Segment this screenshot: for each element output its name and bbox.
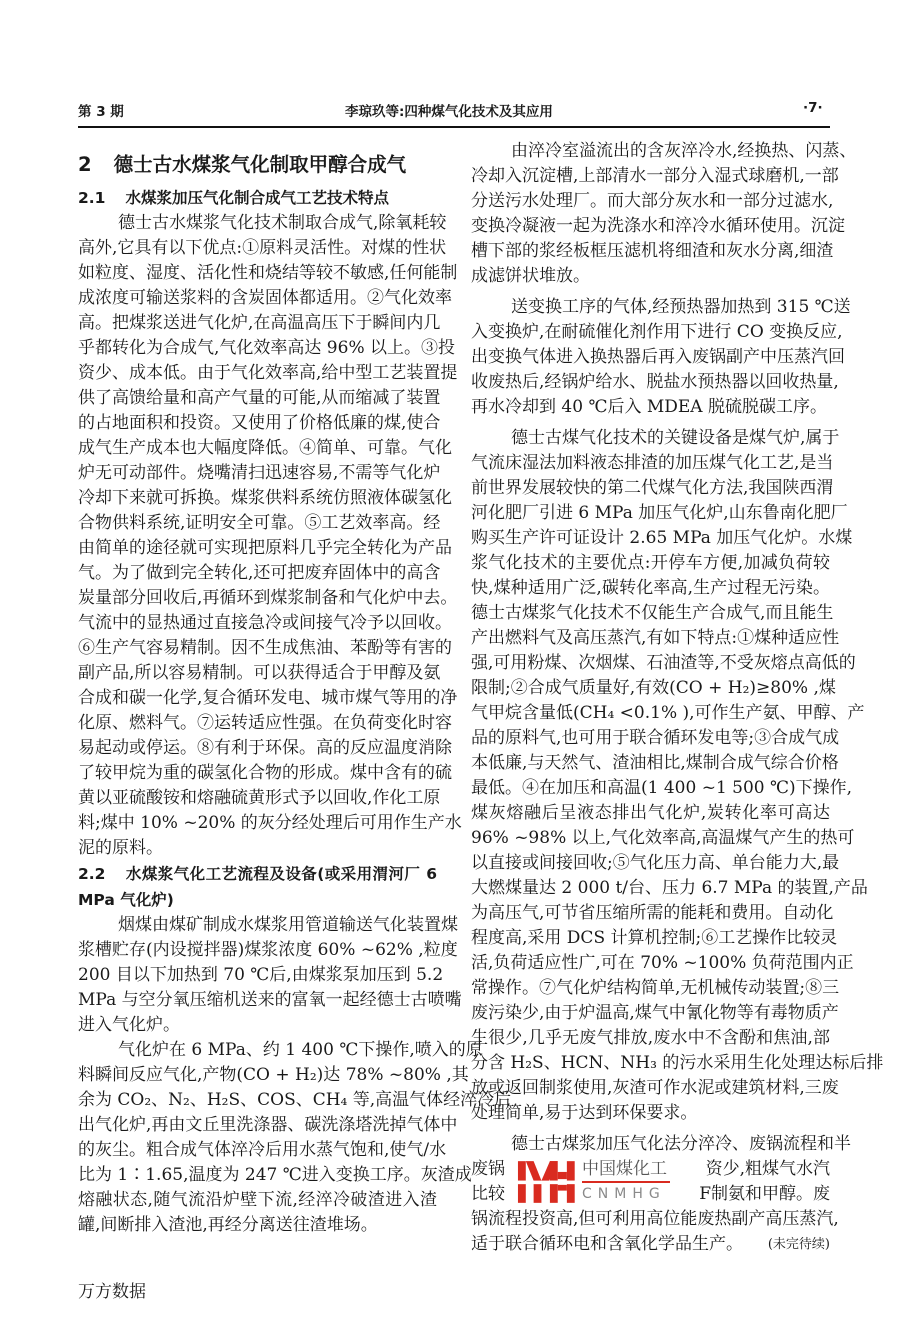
text-line xyxy=(471,651,856,676)
text-content: 由简单的途径就可实现把原料几乎完全转化为产品 xyxy=(78,538,452,558)
text-content: 化原、燃料气。⑦运转适应性强。在负荷变化时容 xyxy=(78,713,452,733)
paragraph xyxy=(471,295,851,420)
text-line xyxy=(471,164,839,189)
text-content: 气流中的显热通过直接急冷或间接气冷予以回收。 xyxy=(78,613,452,633)
text-line xyxy=(471,676,836,701)
text-line xyxy=(471,926,838,951)
section-number: 2 xyxy=(78,153,92,176)
text-content: 锅流程投资高,但可利用高位能废热副产高压蒸汽, xyxy=(471,1209,839,1229)
right-column xyxy=(471,139,884,1257)
text-line xyxy=(471,701,865,726)
text-line xyxy=(471,826,855,851)
text-content: 适于联合循环电和含氧化学品生产。 xyxy=(471,1234,743,1254)
running-title: 李琼玖等:四种煤气化技术及其应用 xyxy=(345,104,553,120)
text-line xyxy=(471,1132,851,1157)
text-line xyxy=(471,576,830,601)
text-fragment: 资少,粗煤气水汽 xyxy=(705,1159,830,1179)
text-line xyxy=(471,876,868,901)
text-line xyxy=(78,386,441,411)
text-content: 德士古煤浆加压气化法分淬冷、废锅流程和半 xyxy=(511,1134,851,1154)
subsection-number: 2.1 xyxy=(78,189,106,207)
text-content: 本低廉,与天然气、渣油相比,煤制合成气综合价格 xyxy=(471,753,839,773)
watermark-logo xyxy=(516,1159,676,1205)
text-content: 收废热后,经锅炉给水、脱盐水预热器以回收热量, xyxy=(471,372,839,392)
text-content: 程度高,采用 DCS 计算机控制;⑥工艺操作比较灵 xyxy=(471,928,838,948)
text-line xyxy=(78,1188,437,1213)
text-line xyxy=(78,686,458,711)
text-content: 炭量部分回收后,再循环到煤浆制备和气化炉中去。 xyxy=(78,588,458,608)
text-content: 分送污水处理厂。而大部分灰水和一部分过滤水, xyxy=(471,191,834,211)
text-content: 96% ~98% 以上,气化效率高,高温煤气产生的热可 xyxy=(471,828,855,848)
text-content: 的占地面积和投资。又使用了价格低廉的煤,使合 xyxy=(78,413,441,433)
text-content: 德士古水煤浆气化技术制取合成气,除氧耗较 xyxy=(118,213,447,233)
text-line xyxy=(471,345,845,370)
text-content: 由淬冷室溢流出的含灰淬冷水,经换热、闪蒸、 xyxy=(511,141,857,161)
text-line xyxy=(471,601,834,626)
mh-logo-icon xyxy=(516,1159,576,1205)
text-line xyxy=(471,776,853,801)
text-content: 高外,它具有以下优点:①原料灵活性。对煤的性状 xyxy=(78,238,447,258)
text-content: 购买生产许可证设计 2.65 MPa 加压气化炉。水煤 xyxy=(471,528,853,548)
text-line xyxy=(78,1063,469,1088)
text-line xyxy=(78,938,458,963)
text-line xyxy=(471,1232,830,1257)
paragraph xyxy=(471,139,857,289)
subsection-heading xyxy=(78,185,437,211)
paragraph xyxy=(471,426,884,1126)
text-fragment: 比较 xyxy=(471,1184,505,1204)
text-content: 送变换工序的气体,经预热器加热到 315 ℃送 xyxy=(511,297,851,317)
paragraph xyxy=(78,913,462,1038)
watermark-underline xyxy=(582,1181,670,1183)
text-content: 料;煤中 10% ~20% 的灰分经处理后可用作生产水 xyxy=(78,813,462,833)
text-content: 料瞬间反应气化,产物(CO + H₂)达 78% ~80% ,其 xyxy=(78,1065,469,1085)
text-line xyxy=(78,286,452,311)
text-line xyxy=(78,311,441,336)
text-line xyxy=(471,551,830,576)
text-content: 气流床湿法加料液态排渣的加压煤气化工艺,是当 xyxy=(471,453,834,473)
subsection-title-line: 水煤浆气化工艺流程及设备(或采用渭河厂 6 xyxy=(125,865,437,883)
text-content: MPa 与空分氧压缩机送来的富氧一起经德士古喷嘴 xyxy=(78,990,462,1010)
text-line xyxy=(471,451,834,476)
text-content: 合物供料系统,证明安全可靠。⑤工艺效率高。经 xyxy=(78,513,441,533)
text-content: 出变换气体进入换热器后再入废锅副产中压蒸汽回 xyxy=(471,347,845,367)
text-content: 出气化炉,再由文丘里洗涤器、碳洗涤塔洗掉气体中 xyxy=(78,1115,458,1135)
section-heading xyxy=(78,145,437,185)
text-content: 气化炉在 6 MPa、约 1 400 ℃下操作,喷入的原 xyxy=(118,1040,483,1060)
text-line xyxy=(78,536,452,561)
text-line xyxy=(78,1113,458,1138)
text-content: 限制;②合成气质量好,有效(CO + H₂)≥80% ,煤 xyxy=(471,678,836,698)
subsection-heading xyxy=(78,861,437,887)
text-line xyxy=(471,901,834,926)
subsection-title-line: 水煤浆加压气化制合成气工艺技术特点 xyxy=(125,189,389,207)
footer-source: 万方数据 xyxy=(78,1282,146,1302)
text-content: 如粒度、湿度、活化性和烧结等较不敏感,任何能制 xyxy=(78,263,458,283)
text-content: 气。为了做到完全转化,还可把废弃固体中的高含 xyxy=(78,563,441,583)
text-content: 生很少,几乎无废气排放,废水中不含酚和焦油,部 xyxy=(471,1028,830,1048)
text-content: 烟煤由煤矿制成水煤浆用管道输送气化装置煤 xyxy=(118,915,458,935)
text-line xyxy=(471,1051,884,1076)
text-content: 以直接或间接回收;⑤气化压力高、单台能力大,最 xyxy=(471,853,840,873)
text-line xyxy=(471,626,840,651)
text-content: 资少、成本低。由于气化效率高,给中型工艺装置提 xyxy=(78,363,458,383)
text-line xyxy=(78,1138,447,1163)
text-content: 品的原料气,也可用于联合循环发电等;③合成气成 xyxy=(471,728,840,748)
text-content: 德士古煤浆气化技术不仅能生产合成气,而且能生 xyxy=(471,603,834,623)
text-line xyxy=(78,661,441,686)
text-content: 供了高馈给量和高产气量的可能,从而缩减了装置 xyxy=(78,388,441,408)
text-line xyxy=(78,1213,437,1238)
text-line xyxy=(471,1001,839,1026)
text-line xyxy=(78,436,452,461)
text-content: 放或返回制浆使用,灰渣可作水泥或建筑材料,三废 xyxy=(471,1078,839,1098)
text-line xyxy=(78,963,444,988)
text-content: 200 目以下加热到 70 ℃后,由煤浆泵加压到 5.2 xyxy=(78,965,444,985)
text-content: 最低。④在加压和高温(1 400 ~1 500 ℃)下操作, xyxy=(471,778,853,798)
text-content: 河化肥厂引进 6 MPa 加压气化炉,山东鲁南化肥厂 xyxy=(471,503,848,523)
text-content: 德士古煤气化技术的关键设备是煤气炉,属于 xyxy=(511,428,840,448)
text-line xyxy=(471,189,834,214)
text-line xyxy=(78,836,437,861)
text-content: 乎都转化为合成气,气化效率高达 96% 以上。③投 xyxy=(78,338,455,358)
text-fragment: 废锅 xyxy=(471,1159,505,1179)
text-line xyxy=(471,395,830,420)
text-line xyxy=(78,1088,512,1113)
text-line xyxy=(78,611,452,636)
text-content: 再水冷却到 40 ℃后入 MDEA 脱硫脱碳工序。 xyxy=(471,397,827,417)
text-content: 合成和碳一化学,复合循环发电、城市煤气等用的净 xyxy=(78,688,458,708)
text-content: 副产品,所以容易精制。可以获得适合于甲醇及氨 xyxy=(78,663,441,683)
text-line xyxy=(471,1101,830,1126)
text-line xyxy=(471,476,834,501)
text-line xyxy=(78,988,462,1013)
text-content: 为高压气,可节省压缩所需的能耗和费用。自动化 xyxy=(471,903,834,923)
text-line xyxy=(471,501,848,526)
text-line xyxy=(471,214,845,239)
text-line xyxy=(78,913,458,938)
text-content: 了较甲烷为重的碳氢化合物的形成。煤中含有的硫 xyxy=(78,763,452,783)
subsection-number: 2.2 xyxy=(78,865,106,883)
text-content: 废污染少,由于炉温高,煤气中氰化物等有毒物质产 xyxy=(471,1003,839,1023)
section-title: 德士古水煤浆气化制取甲醇合成气 xyxy=(113,153,407,176)
text-content: 炉无可动部件。烧嘴清扫迅速容易,不需等气化炉 xyxy=(78,463,441,483)
text-content: 泥的原料。 xyxy=(78,838,163,858)
text-content: 产出燃料气及高压蒸汽,有如下特点:①煤种适应性 xyxy=(471,628,840,648)
text-content: 成浓度可输送浆料的含炭固体都适用。②气化效率 xyxy=(78,288,452,308)
text-line xyxy=(78,486,452,511)
text-content: 成气生产成本也大幅度降低。④简单、可靠。气化 xyxy=(78,438,452,458)
text-line xyxy=(471,851,840,876)
text-content: 浆气化技术的主要优点:开停车方便,加减负荷较 xyxy=(471,553,830,573)
page-number: ·7· xyxy=(803,100,823,116)
paragraph xyxy=(78,211,462,861)
text-line xyxy=(78,361,458,386)
text-line xyxy=(471,295,851,320)
text-content: 大燃煤量达 2 000 t/台、压力 6.7 MPa 的装置,产品 xyxy=(471,878,868,898)
text-content: 活,负荷适应性广,可在 70% ~100% 负荷范围内正 xyxy=(471,953,854,973)
issue-number: 第 3 期 xyxy=(78,104,124,120)
text-content: 高。把煤浆送进气化炉,在高温高压下于瞬间内几 xyxy=(78,313,441,333)
text-content: 浆槽贮存(内设搅拌器)煤浆浓度 60% ~62% ,粒度 xyxy=(78,940,458,960)
text-content: 易起动或停运。⑧有利于环保。高的反应温度消除 xyxy=(78,738,452,758)
text-line xyxy=(471,426,840,451)
text-content: 入变换炉,在耐硫催化剂作用下进行 CO 变换反应, xyxy=(471,322,843,342)
text-content: 气甲烷含量低(CH₄ <0.1% ),可作生产氨、甲醇、产 xyxy=(471,703,865,723)
text-fragment: F制氨和甲醇。废 xyxy=(699,1184,830,1204)
text-line xyxy=(78,586,458,611)
text-line xyxy=(471,526,853,551)
text-content: 煤灰熔融后呈液态排出气化炉,炭转化率可高达 xyxy=(471,803,830,823)
text-line xyxy=(78,1038,483,1063)
text-line xyxy=(471,951,854,976)
text-content: 黄以亚硫酸铵和熔融硫黄形式予以回收,作化工原 xyxy=(78,788,441,808)
text-line xyxy=(471,139,857,164)
text-line xyxy=(78,636,452,661)
text-content: 熔融状态,随气流沿炉壁下流,经淬冷破渣进入渣 xyxy=(78,1190,437,1210)
text-content: 前世界发展较快的第二代煤气化方法,我国陕西渭 xyxy=(471,478,834,498)
text-line xyxy=(78,761,452,786)
text-content: ⑥生产气容易精制。因不生成焦油、苯酚等有害的 xyxy=(78,638,452,658)
text-line xyxy=(78,811,462,836)
watermark-cn: 中国煤化工 xyxy=(582,1159,667,1179)
text-content: 比为 1∶1.65,温度为 247 ℃进入变换工序。灰渣成 xyxy=(78,1165,472,1185)
text-line xyxy=(78,336,455,361)
text-content: 冷却下来就可拆换。煤浆供料系统仿照液体碳氢化 xyxy=(78,488,452,508)
text-line xyxy=(78,736,452,761)
text-line xyxy=(78,211,447,236)
text-line xyxy=(471,726,840,751)
text-content: 处理简单,易于达到环保要求。 xyxy=(471,1103,698,1123)
to-be-continued-note: (未完待续) xyxy=(767,1237,830,1252)
text-line xyxy=(78,461,441,486)
text-content: 槽下部的浆经板框压滤机将细渣和灰水分离,细渣 xyxy=(471,241,834,261)
text-line xyxy=(471,801,830,826)
text-content: 强,可用粉煤、次烟煤、石油渣等,不受灰熔点高低的 xyxy=(471,653,856,673)
text-content: 余为 CO₂、N₂、H₂S、COS、CH₄ 等,高温气体经淬冷后 xyxy=(78,1090,512,1110)
text-line xyxy=(78,561,441,586)
text-line xyxy=(471,264,830,289)
text-content: 冷却入沉淀槽,上部清水一部分入湿式球磨机,一部 xyxy=(471,166,839,186)
text-line xyxy=(471,751,839,776)
text-line xyxy=(471,239,834,264)
text-content: 分含 H₂S、HCN、NH₃ 的污水采用生化处理达标后排 xyxy=(471,1053,884,1073)
text-line xyxy=(78,236,447,261)
text-line xyxy=(471,370,839,395)
subsection-title-line: MPa 气化炉) xyxy=(78,891,174,909)
text-line xyxy=(78,411,441,436)
text-line xyxy=(78,711,452,736)
text-line xyxy=(471,320,843,345)
watermark-en: CNMHG xyxy=(582,1186,666,1202)
text-line xyxy=(471,1207,839,1232)
text-content: 的灰尘。粗合成气体淬冷后用水蒸气饱和,使气/水 xyxy=(78,1140,447,1160)
text-line xyxy=(78,511,441,536)
text-content: 变换冷凝液一起为洗涤水和淬冷水循环使用。沉淀 xyxy=(471,216,845,236)
text-content: 进入气化炉。 xyxy=(78,1015,180,1035)
text-line xyxy=(78,1163,472,1188)
text-content: 快,煤种适用广泛,碳转化率高,生产过程无污染。 xyxy=(471,578,830,598)
header-rule xyxy=(78,126,830,128)
subsection-heading xyxy=(78,887,437,913)
text-line xyxy=(471,1076,839,1101)
text-content: 常操作。⑦气化炉结构简单,无机械传动装置;⑧三 xyxy=(471,978,840,998)
text-line xyxy=(471,976,840,1001)
text-line xyxy=(471,1026,830,1051)
text-line xyxy=(78,261,458,286)
text-content: 罐,间断排入渣池,再经分离送往渣堆场。 xyxy=(78,1215,378,1235)
text-content: 成滤饼状堆放。 xyxy=(471,266,590,286)
text-line xyxy=(78,786,441,811)
text-line xyxy=(78,1013,437,1038)
